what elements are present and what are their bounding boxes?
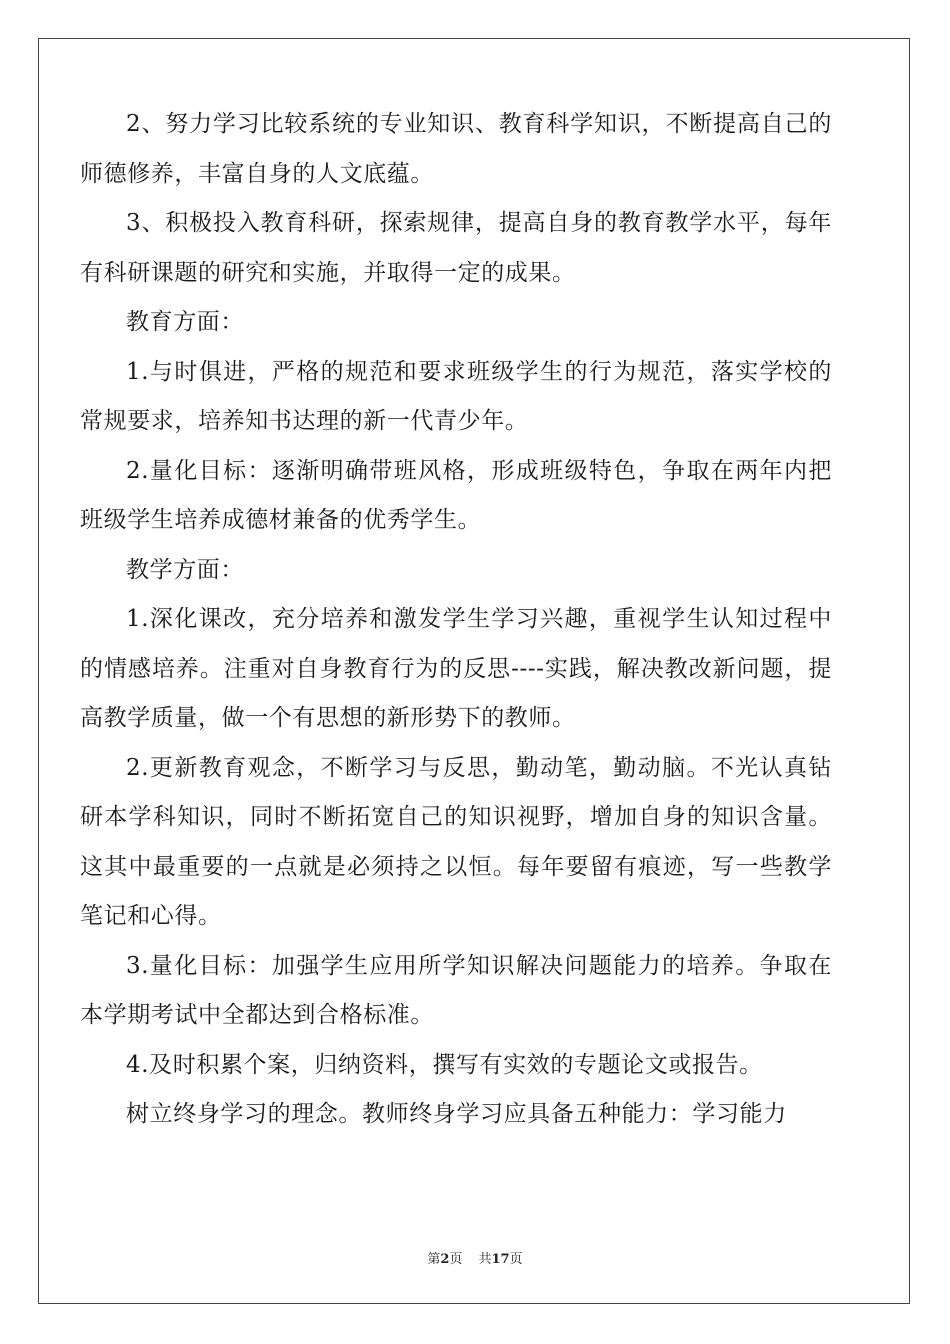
paragraph: 2、努力学习比较系统的专业知识、教育科学知识，不断提高自己的师德修养，丰富自身的人文底蕴。 [80, 111, 832, 187]
paragraph: 4.及时积累个案，归纳资料，撰写有实效的专题论文或报告。 [126, 1051, 763, 1078]
total-prefix: 共 [478, 1252, 492, 1267]
paragraph: 1.与时俱进，严格的规范和要求班级学生的行为规范，落实学校的常规要求，培养知书达理的新一代青少年。 [80, 358, 832, 434]
paragraph: 树立终身学习的理念。教师终身学习应具备五种能力：学习能力 [126, 1101, 787, 1127]
paragraph: 2.更新教育观念，不断学习与反思，勤动笔，勤动脑。不光认真钻研本学科知识，同时不断拓宽自己的知识视野，增加自身的知识含量。这其中最重要的一点就是必须持之以恒。每年要留有痕迹，写一些教学笔记和心得。 [80, 754, 832, 929]
paragraph: 1.深化课改，充分培养和激发学生学习兴趣，重视学生认知过程中的情感培养。注重对自身教育行为的反思----实践，解决教改新问题，提高教学质量，做一个有思想的新形势下的教师。 [80, 606, 832, 731]
page-suffix: 页 [449, 1252, 463, 1267]
page-footer [0, 1248, 950, 1267]
total-suffix: 页 [509, 1252, 523, 1267]
total-pages: 17 [491, 1252, 510, 1267]
document-body [80, 100, 832, 1140]
paragraph: 2.量化目标：逐渐明确带班风格，形成班级特色，争取在两年内把班级学生培养成德材兼备的优秀学生。 [80, 457, 832, 533]
paragraph: 3、积极投入教育科研，探索规律，提高自身的教育教学水平，每年有科研课题的研究和实施，并取得一定的成果。 [80, 210, 832, 286]
paragraph: 3.量化目标：加强学生应用所学知识解决问题能力的培养。争取在本学期考试中全都达到合格标准。 [80, 952, 832, 1028]
page-number: 2 [440, 1252, 450, 1267]
section-heading: 教学方面： [126, 556, 244, 583]
page-prefix: 第 [427, 1252, 441, 1267]
section-heading: 教育方面： [126, 309, 244, 335]
